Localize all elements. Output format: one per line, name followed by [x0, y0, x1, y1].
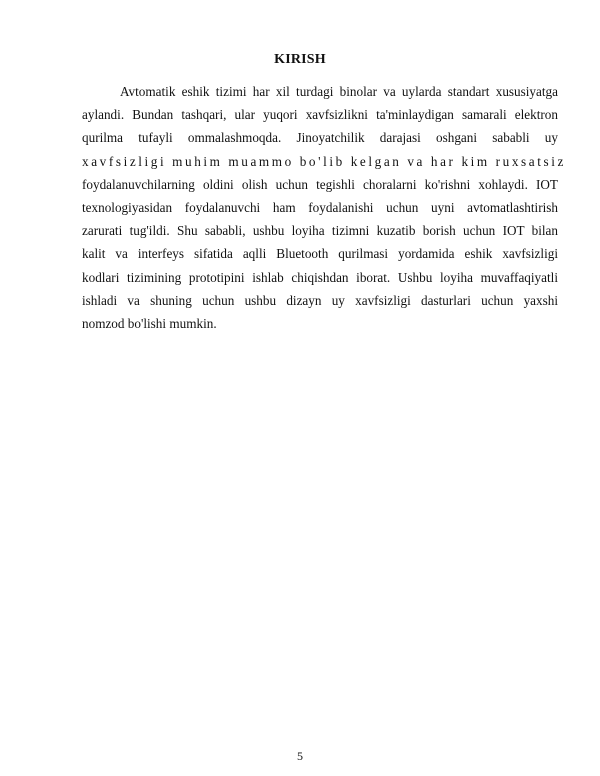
paragraph-line: texnologiyasidan foydalanuvchi ham foydalanishi uchun uyni avtomatlashtirish: [82, 199, 558, 215]
paragraph-line: zarurati tug'ildi. Shu sababli, ushbu loyiha tizimni kuzatib borish uchun IOT bilan: [82, 223, 558, 239]
paragraph-line: foydalanuvchilarning oldini olish uchun tegishli choralarni ko'rishni xohlaydi. IOT: [82, 176, 558, 192]
paragraph-line: Avtomatik eshik tizimi har xil turdagi binolar va uylarda standart xususiyatga: [120, 84, 558, 99]
section-heading: KIRISH: [274, 52, 326, 67]
paragraph-line: ishladi va shuning uchun ushbu dizayn uy xavfsizligi dasturlari uchun yaxshi: [82, 292, 558, 308]
page-number: 5: [297, 749, 303, 763]
paragraph-line: aylandi. Bundan tashqari, ular yuqori xavfsizlikni ta'minlaydigan samarali elektron: [82, 107, 558, 123]
paragraph-line: xavfsizligi muhim muammo bo'lib kelgan va har kim ruxsatsiz: [82, 153, 566, 169]
paragraph-line: kalit va interfeys sifatida aqlli Bluetooth qurilmasi yordamida eshik xavfsizligi: [82, 246, 558, 262]
paragraph-line: nomzod bo'lishi mumkin.: [82, 315, 217, 331]
paragraph-line: qurilma tufayli ommalashmoqda. Jinoyatchilik darajasi oshgani sababli uy: [82, 130, 558, 146]
paragraph-line: kodlari tizimining prototipini ishlab chiqishdan iborat. Ushbu loyiha muvaffaqiyatli: [82, 269, 558, 285]
body-paragraph: [82, 80, 566, 335]
